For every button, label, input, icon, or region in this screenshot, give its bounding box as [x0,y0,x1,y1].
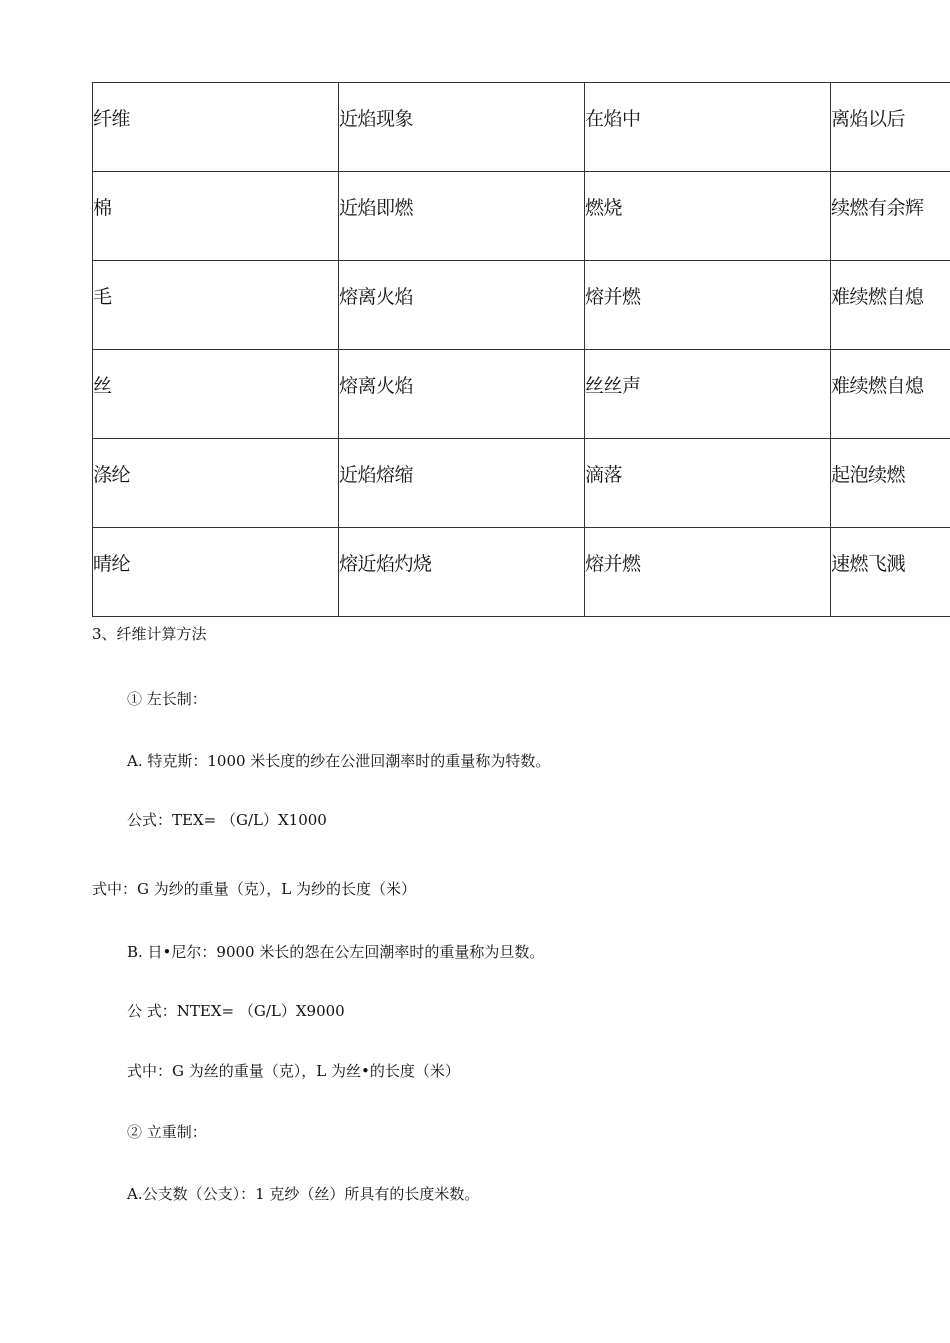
table-cell: 难续燃自熄 [831,261,950,350]
table-cell: 熔并燃 [585,528,831,617]
table-cell: 熔近焰灼烧 [339,528,585,617]
table-row [93,528,950,617]
table-cell: 近焰即燃 [339,172,585,261]
formula-note-tex: 式中：G 为纱的重量（克），L 为纱的长度（米） [92,880,416,898]
formula-note-denier: 式中：G 为丝的重量（克），L 为丝•的长度（米） [127,1062,460,1080]
table-cell: 难续燃自熄 [831,350,950,439]
table-header-cell: 在焰中 [585,83,831,172]
table-cell: 熔并燃 [585,261,831,350]
section-heading: 3、纤维计算方法 [92,625,207,643]
table-cell: 丝丝声 [585,350,831,439]
table-header-row [93,83,950,172]
table-row [93,261,950,350]
table-cell: 熔离火焰 [339,350,585,439]
table-cell: 续燃有余辉 [831,172,950,261]
table-cell: 速燃飞溅 [831,528,950,617]
table-row [93,350,950,439]
table-header-cell: 离焰以后 [831,83,950,172]
table-cell: 晴纶 [93,528,339,617]
table-cell: 棉 [93,172,339,261]
table-cell: 熔离火焰 [339,261,585,350]
table-cell: 涤纶 [93,439,339,528]
formula-tex: 公式：TEX= （G/L）X1000 [127,811,327,829]
fiber-burning-table [92,82,950,617]
definition-denier: B. 日•尼尔：9000 米长的怨在公左回潮率时的重量称为旦数。 [127,943,545,961]
item-heading-length-system: ① 左长制： [127,690,207,708]
table-header-cell: 纤维 [93,83,339,172]
table-cell: 近焰熔缩 [339,439,585,528]
table-cell: 毛 [93,261,339,350]
definition-tex: A. 特克斯：1000 米长度的纱在公泄回潮率时的重量称为特数。 [127,752,551,770]
item-heading-weight-system: ② 立重制： [127,1123,207,1141]
table-header-cell: 近焰现象 [339,83,585,172]
table-row [93,439,950,528]
table-cell: 丝 [93,350,339,439]
formula-denier: 公 式：NTEX= （G/L）X9000 [127,1002,345,1020]
table-cell: 燃烧 [585,172,831,261]
table-cell: 滴落 [585,439,831,528]
table-cell: 起泡续燃 [831,439,950,528]
definition-metric-count: A.公支数（公支）：1 克纱（丝）所具有的长度米数。 [127,1185,480,1203]
table-row [93,172,950,261]
